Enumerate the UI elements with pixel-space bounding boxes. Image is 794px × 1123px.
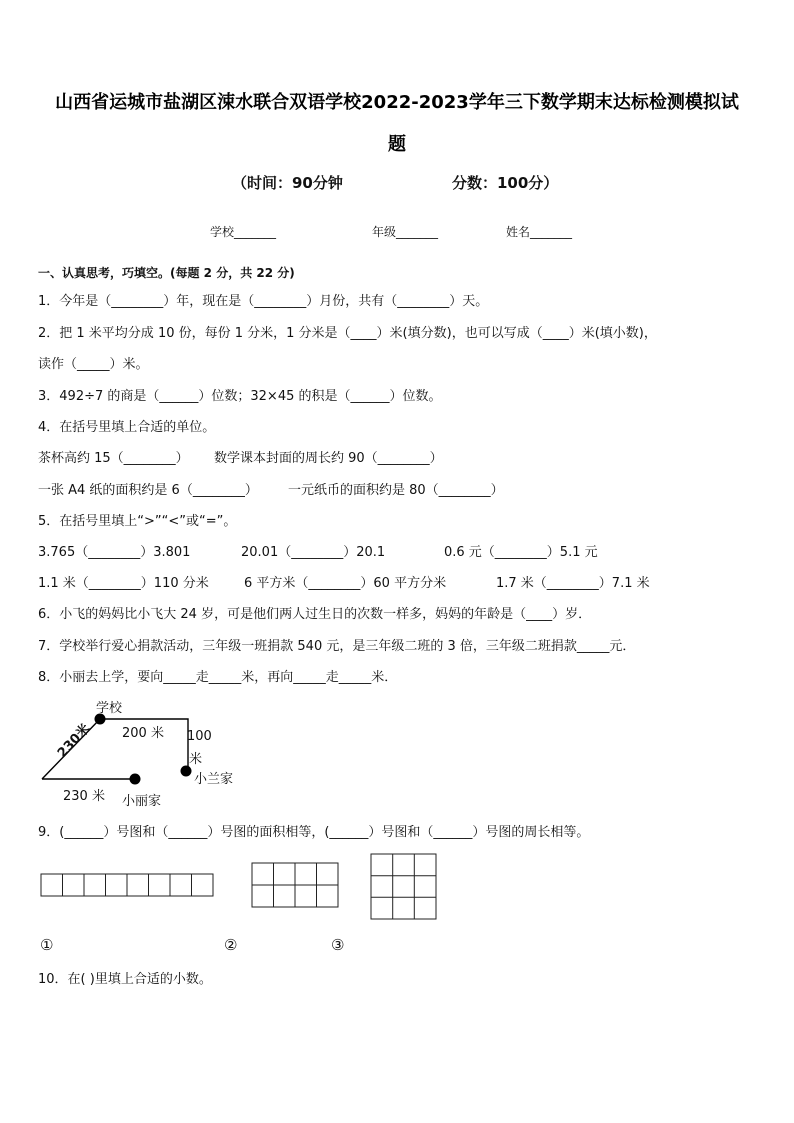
grade-field: 年级_______ [372,225,439,239]
question-6: 6．小飞的妈妈比小飞大 24 岁，可是他们两人过生日的次数一样多，妈妈的年龄是（____）岁． [38,607,592,622]
exam-time: （时间：90分钟 [232,174,343,192]
name-field: 姓名_______ [506,225,573,239]
question-5: 5．在括号里填上“>”“<”或“=”。 [38,514,237,529]
question-5a: 3.765（________）3.801 [38,545,191,560]
xiaolan-home-label: 小兰家 [194,772,234,787]
question-8: 8．小丽去上学，要向_____走_____米，再向_____走_____米． [38,670,398,685]
xiaolan-home-point [181,766,192,777]
shape-2 [251,862,341,910]
school-label: 学校 [96,701,123,716]
exam-score: 分数：100分） [452,174,559,192]
question-2: 2．把 1 米平均分成 10 份，每份 1 分米，1 分米是（____）米(填分数)，也可以写成（____）米(填小数)， [38,326,657,341]
page-title-cont: 题 [388,134,406,155]
question-5b: 20.01（________）20.1 [241,545,386,560]
question-4a: 茶杯高约 15（________） [38,451,189,466]
question-5d: 1.1 米（________）110 分米 [38,576,209,591]
question-2-cont: 读作（_____）米。 [38,357,149,372]
question-4c: 一张 A4 纸的面积约是 6（________） [38,483,258,498]
question-5f: 1.7 米（________）7.1 米 [496,576,650,591]
distance-100-unit: 米 [189,752,203,767]
school-field: 学校_______ [210,225,277,239]
distance-100: 100 [187,729,212,744]
shape-1 [40,873,215,899]
distance-230: 230 米 [63,789,105,804]
section-heading: 一、认真思考，巧填空。(每题 2 分，共 22 分) [38,266,295,280]
question-4: 4．在括号里填上合适的单位。 [38,420,216,435]
shape-1-label: ① [40,936,54,954]
question-4d: 一元纸币的面积约是 80（________） [288,483,504,498]
page-title: 山西省运城市盐湖区涑水联合双语学校2022-2023学年三下数学期末达标检测模拟试 [55,92,739,113]
question-5c: 0.6 元（________）5.1 元 [444,545,598,560]
question-7: 7．学校举行爱心捐款活动，三年级一班捐款 540 元，是三年级二班的 3 倍，三年级二班捐款_____元． [38,639,636,654]
question-3: 3．492÷7 的商是（______）位数；32×45 的积是（______）位数。 [38,389,442,404]
shape-2-label: ② [224,936,238,954]
question-9: 9．(______）号图和（______）号图的面积相等，(______）号图和（______）号图的周长相等。 [38,825,590,840]
question-4b: 数学课本封面的周长约 90（________） [214,451,443,466]
question-1: 1．今年是（________）年，现在是（________）月份，共有（________）天。 [38,294,489,309]
shape-3 [370,853,438,921]
xiaoli-home-point [130,774,141,785]
distance-diagonal: 230米 [54,721,94,761]
distance-200: 200 米 [122,726,164,741]
question-5e: 6 平方米（________）60 平方分米 [244,576,447,591]
question-10: 10．在( )里填上合适的小数。 [38,972,212,987]
shape-3-label: ③ [331,936,345,954]
xiaoli-home-label: 小丽家 [122,794,162,809]
